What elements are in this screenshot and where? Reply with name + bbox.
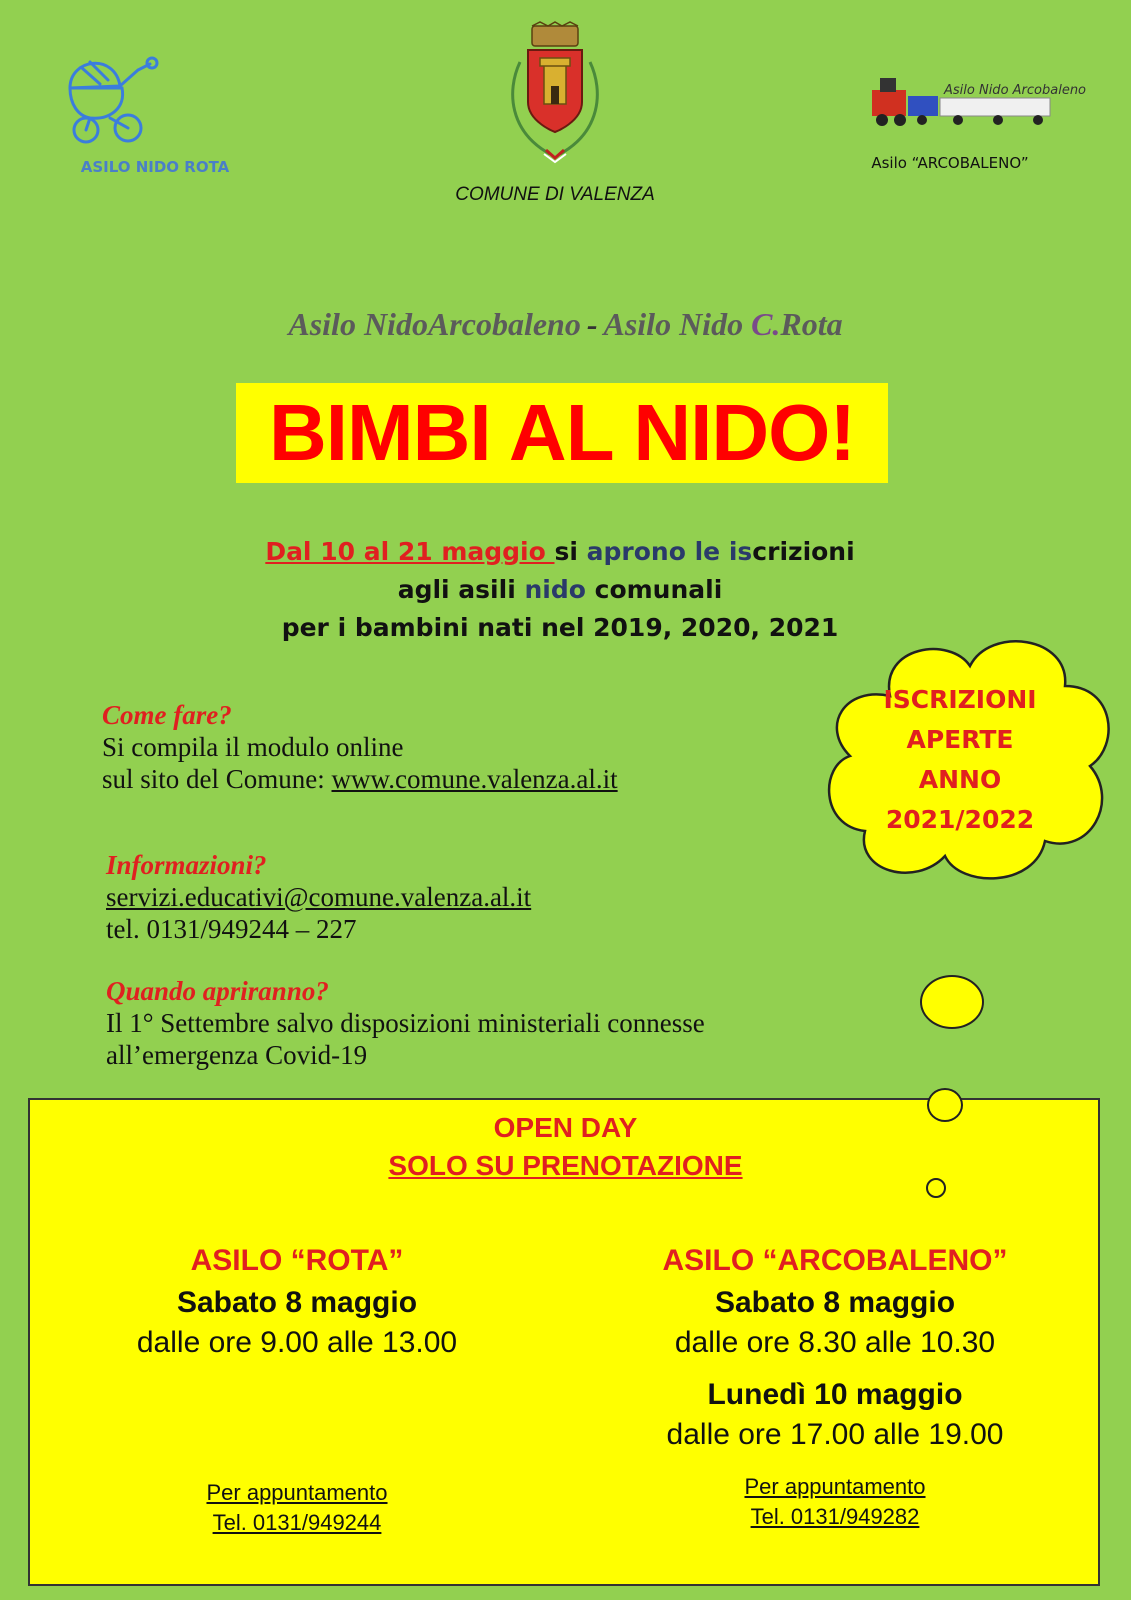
comune-url-link[interactable]: www.comune.valenza.al.it xyxy=(331,764,618,794)
cloud-line: 2021/2022 xyxy=(885,805,1035,834)
intro-line-2 xyxy=(140,571,980,609)
rota-label: ASILO NIDO ROTA xyxy=(80,158,230,176)
section-quando xyxy=(106,976,926,1071)
quando-question: Quando apriranno? xyxy=(106,976,329,1006)
intro-text-segment: le xyxy=(685,537,729,566)
subtitle-part-2: Arcobaleno xyxy=(427,306,581,342)
open-day-arcobaleno xyxy=(605,1244,1065,1452)
come-fare-prefix: sul sito del Comune: xyxy=(102,764,332,794)
quando-line-1: Il 1° Settembre salvo disposizioni ministeriali connesse xyxy=(106,1008,705,1038)
cloud-line: ISCRIZIONI xyxy=(883,685,1037,714)
page-title: BIMBI AL NIDO! xyxy=(236,383,888,483)
arcobaleno-appt-label: Per appuntamento xyxy=(744,1474,926,1499)
rota-time: dalle ore 9.00 alle 13.00 xyxy=(136,1326,458,1359)
section-informazioni xyxy=(106,850,866,945)
section-come-fare xyxy=(102,700,862,795)
intro-text-segment: crizioni xyxy=(752,537,855,566)
train-logo-icon xyxy=(868,68,1087,134)
arcobaleno-day-1: Sabato 8 maggio xyxy=(714,1286,956,1319)
thought-bubble-large xyxy=(920,975,984,1029)
rota-appt-label: Per appuntamento xyxy=(206,1480,388,1505)
rota-day: Sabato 8 maggio xyxy=(176,1286,418,1319)
info-phone: tel. 0131/949244 – 227 xyxy=(106,914,357,944)
cloud-line: APERTE xyxy=(906,725,1014,754)
intro-line-3: per i bambini nati nel 2019, 2020, 2021 xyxy=(281,613,839,642)
intro-text-segment: comunali xyxy=(585,575,723,604)
arcobaleno-appointment xyxy=(605,1472,1065,1532)
come-fare-line-1: Si compila il modulo online xyxy=(102,732,404,762)
comune-label: COMUNE DI VALENZA xyxy=(455,184,655,205)
come-fare-line-2 xyxy=(102,763,862,795)
intro-dates: Dal 10 al 21 maggio xyxy=(265,537,555,566)
intro-text-segment: agli asili xyxy=(397,575,525,604)
arcobaleno-appt-phone[interactable]: Tel. 0131/949282 xyxy=(750,1504,920,1529)
subtitle-part-3: Asilo Nido xyxy=(603,306,744,342)
come-fare-question: Come fare? xyxy=(102,700,232,730)
rota-appt-phone[interactable]: Tel. 0131/949244 xyxy=(212,1510,382,1535)
subtitle-dash: - xyxy=(586,306,598,342)
cloud-line: ANNO xyxy=(918,765,1002,794)
open-day-subtitle: SOLO SU PRENOTAZIONE xyxy=(388,1150,743,1181)
page-subtitle xyxy=(0,306,1131,343)
email-link[interactable]: servizi.educativi@comune.valenza.al.it xyxy=(106,882,532,912)
arcobaleno-day-2: Lunedì 10 maggio xyxy=(707,1378,963,1411)
arcobaleno-time-1: dalle ore 8.30 alle 10.30 xyxy=(674,1326,996,1359)
arco-logo-text: Asilo Nido Arcobaleno xyxy=(944,83,1087,98)
stroller-logo-icon xyxy=(60,48,160,146)
open-day-title: OPEN DAY xyxy=(493,1112,638,1143)
intro-text-segment: aprono xyxy=(586,537,686,566)
intro-text-segment: si xyxy=(554,537,587,566)
open-day-rota xyxy=(67,1244,527,1360)
informazioni-question: Informazioni? xyxy=(106,850,267,880)
rota-appointment xyxy=(67,1478,527,1538)
rota-name: ASILO “ROTA” xyxy=(190,1244,404,1277)
comune-crest-icon xyxy=(500,22,610,172)
intro-line-1 xyxy=(140,533,980,571)
quando-line-2: all’emergenza Covid-19 xyxy=(106,1040,368,1070)
subtitle-part-5: Rota xyxy=(780,306,843,342)
intro-text-segment: is xyxy=(728,537,753,566)
arcobaleno-name: ASILO “ARCOBALENO” xyxy=(662,1244,1008,1277)
cloud-text xyxy=(840,680,1080,840)
subtitle-part-4: C. xyxy=(751,306,781,342)
arcobaleno-time-2: dalle ore 17.00 alle 19.00 xyxy=(666,1418,1004,1451)
intro-text-segment: nido xyxy=(524,575,586,604)
arcobaleno-label: Asilo “ARCOBALENO” xyxy=(871,154,1029,172)
subtitle-part-1: Asilo Nido xyxy=(288,306,428,342)
